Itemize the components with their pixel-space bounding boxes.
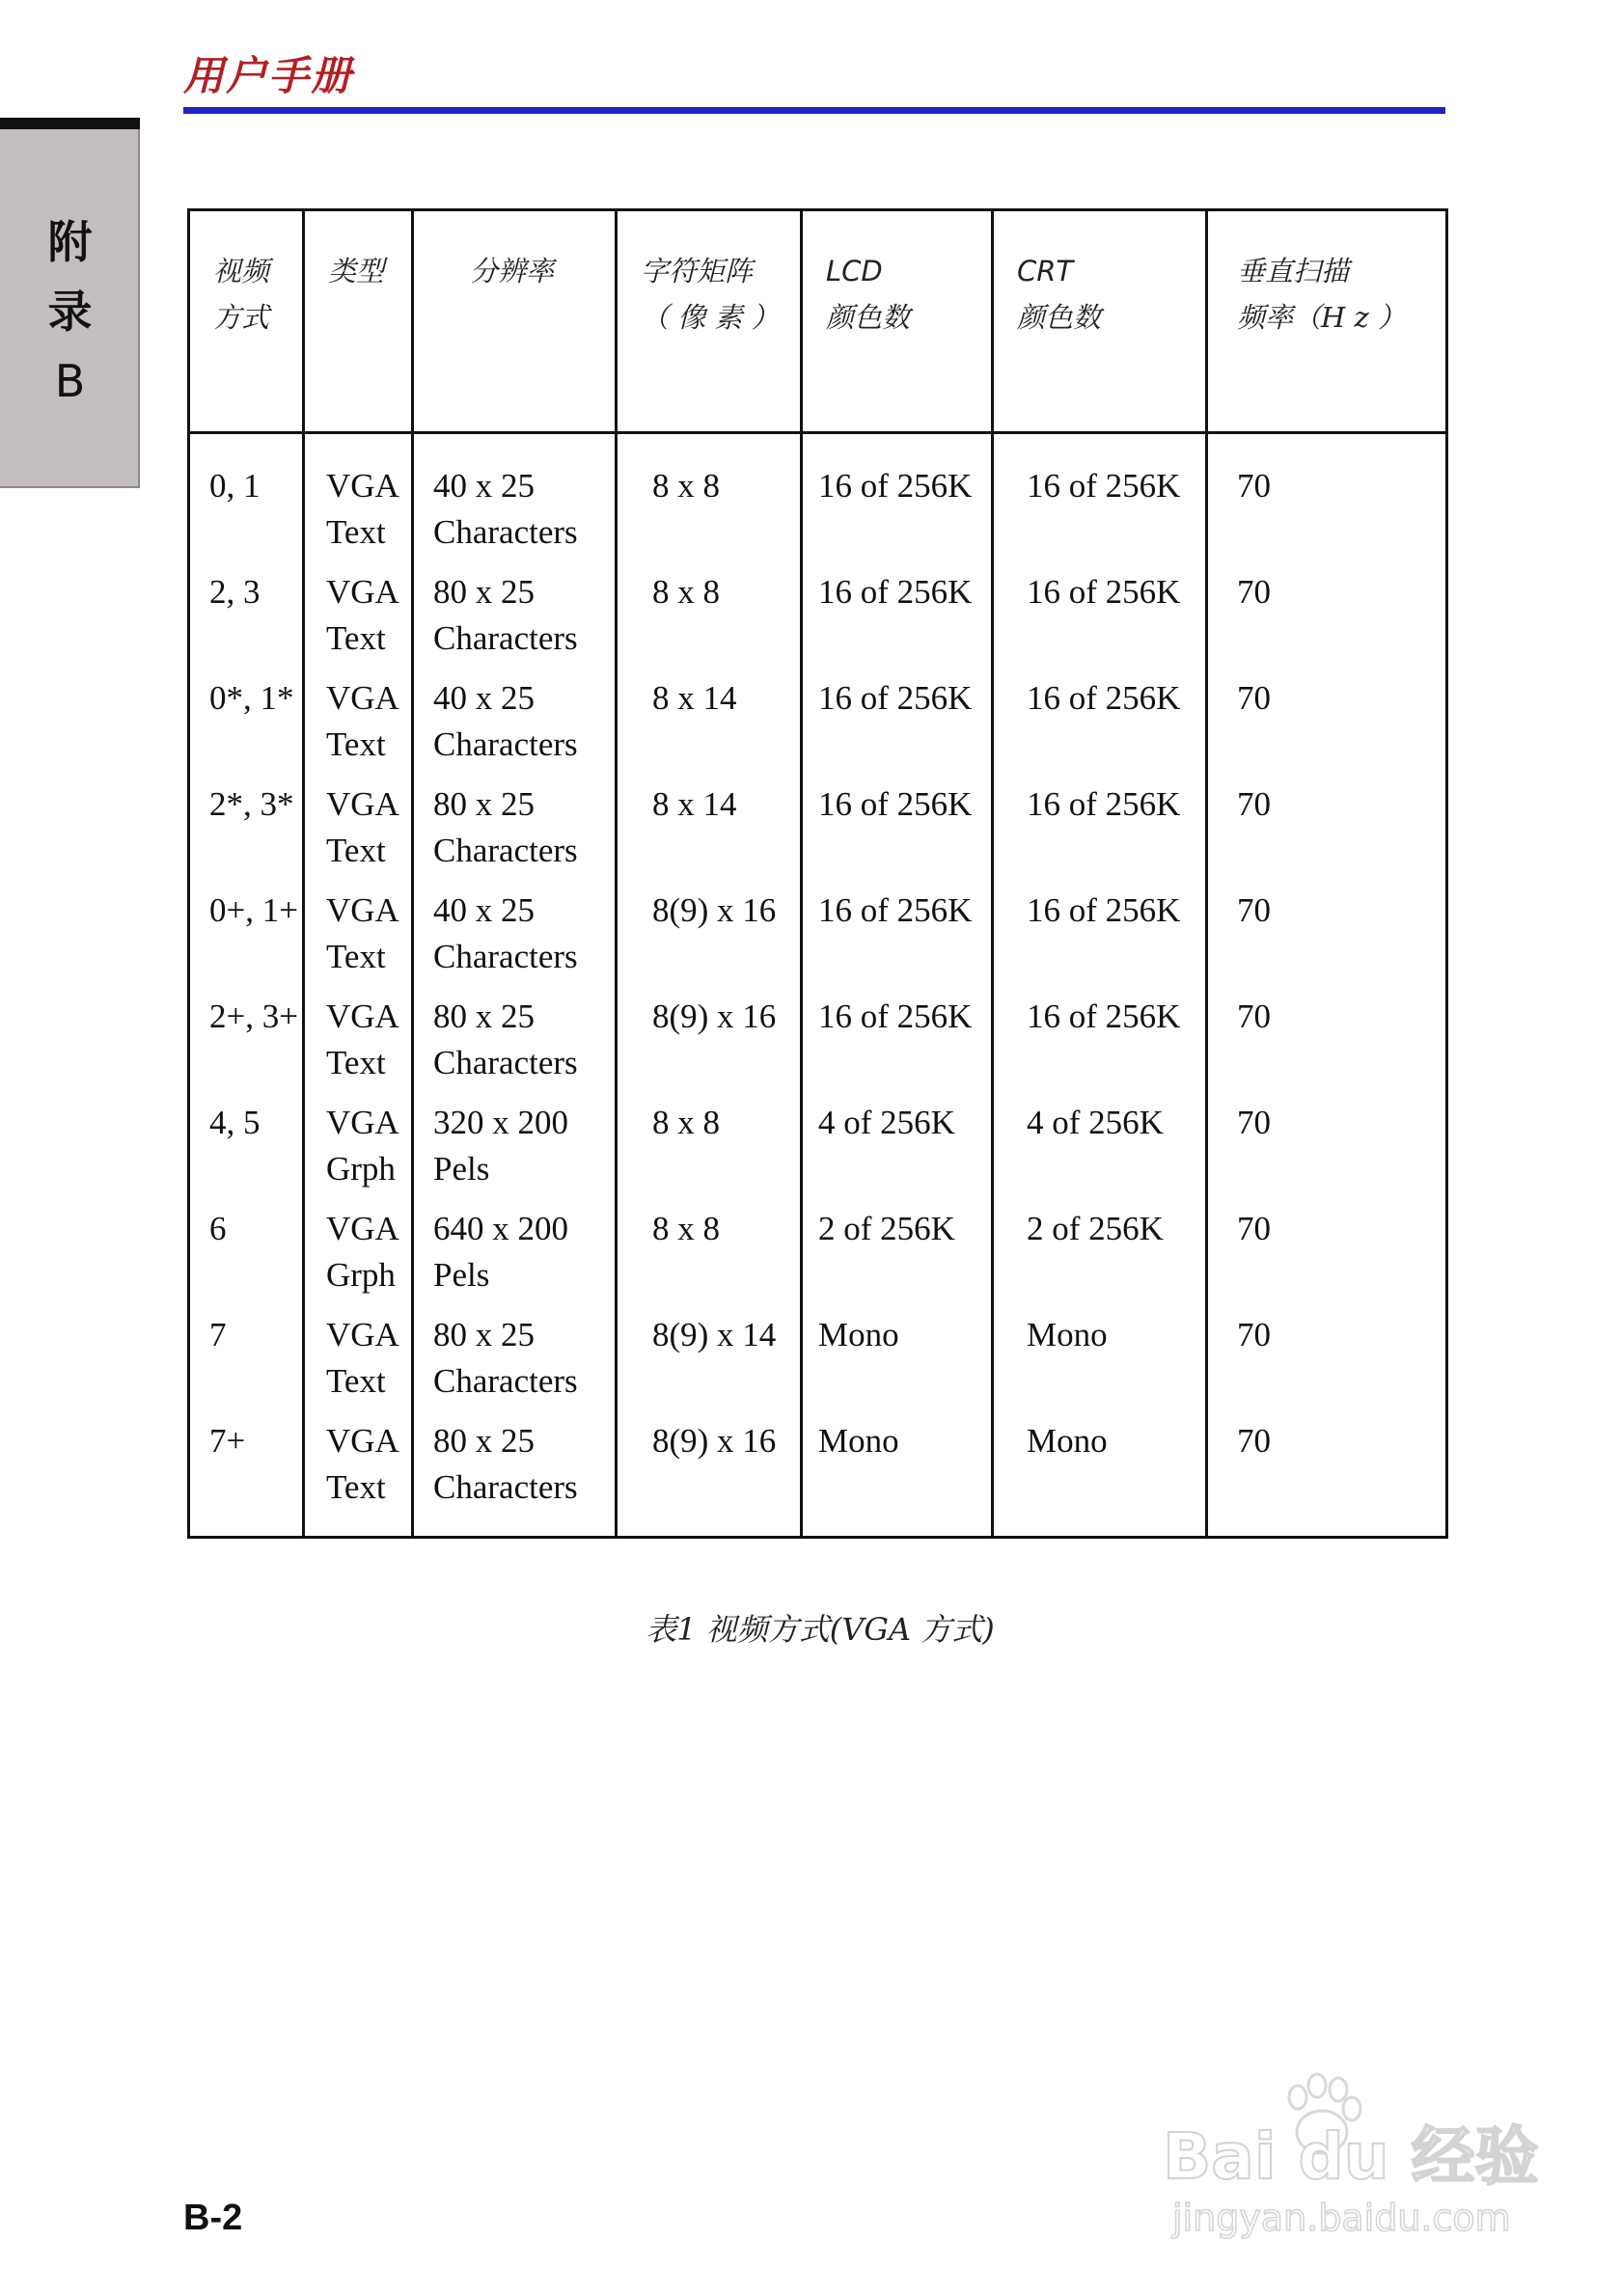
table-row: [189, 1405, 1447, 1538]
cell-vertical-frequency: [1207, 1192, 1447, 1298]
appendix-tab-label: [0, 207, 140, 416]
cell-type-text: Text: [326, 619, 386, 657]
page-number: B-2: [183, 2198, 243, 2238]
cell-crt-colors-text: 16 of 256K: [1027, 679, 1181, 717]
cell-resolution-text: Characters: [433, 513, 578, 551]
cell-mode-text: 0*, 1*: [209, 679, 294, 717]
cell-lcd-colors: [802, 1405, 993, 1538]
table-caption: 表1 视频方式(VGA 方式): [646, 1611, 995, 1648]
cell-resolution-text: Characters: [433, 619, 578, 657]
cell-resolution-text: Characters: [433, 1468, 578, 1506]
video-mode-table: [187, 208, 1448, 1539]
cell-lcd-colors-text: Mono: [818, 1316, 899, 1353]
cell-type: [304, 1192, 413, 1298]
cell-char-matrix-text: 8(9) x 16: [652, 1422, 777, 1460]
cell-resolution: [413, 556, 617, 662]
cell-vertical-frequency-text: 70: [1237, 467, 1271, 505]
cell-lcd-colors-text: 4 of 256K: [818, 1104, 955, 1141]
cell-crt-colors-text: Mono: [1027, 1316, 1108, 1353]
cell-crt-colors: [993, 768, 1207, 874]
cell-resolution: [413, 1298, 617, 1405]
cell-mode-text: 6: [209, 1210, 227, 1247]
cell-mode: [189, 874, 304, 980]
cell-vertical-frequency: [1207, 1405, 1447, 1538]
cell-type: [304, 768, 413, 874]
cell-mode-text: 7: [209, 1316, 227, 1353]
cell-vertical-frequency: [1207, 1086, 1447, 1192]
cell-lcd-colors-text: 16 of 256K: [818, 679, 973, 717]
cell-type-text: VGA: [326, 785, 399, 823]
cell-type: [304, 1086, 413, 1192]
cell-crt-colors-text: 4 of 256K: [1027, 1104, 1164, 1141]
cell-resolution-text: 80 x 25: [433, 573, 535, 611]
cell-crt-colors-text: 16 of 256K: [1027, 998, 1181, 1035]
paw-toe: [1289, 2086, 1306, 2109]
table-row: [189, 980, 1447, 1086]
cell-type-text: Text: [326, 1362, 386, 1400]
table-row: [189, 874, 1447, 980]
cell-resolution: [413, 874, 617, 980]
cell-char-matrix: [617, 433, 802, 557]
cell-type-text: VGA: [326, 1210, 399, 1247]
cell-vertical-frequency-text: 70: [1237, 891, 1271, 929]
cell-type: [304, 662, 413, 768]
cell-resolution-text: 40 x 25: [433, 679, 535, 717]
cell-type: [304, 433, 413, 557]
cell-resolution: [413, 1086, 617, 1192]
cell-vertical-frequency-text: 70: [1237, 998, 1271, 1035]
appendix-tab-bar: [0, 118, 140, 129]
cell-type-text: VGA: [326, 1422, 399, 1460]
cell-char-matrix: [617, 1298, 802, 1405]
cell-resolution: [413, 1192, 617, 1298]
cell-mode-text: 2, 3: [209, 573, 261, 611]
cell-lcd-colors: [802, 1086, 993, 1192]
cell-char-matrix: [617, 662, 802, 768]
cell-type-text: VGA: [326, 1104, 399, 1141]
cell-crt-colors: [993, 556, 1207, 662]
cell-mode: [189, 980, 304, 1086]
cell-crt-colors-text: 16 of 256K: [1027, 467, 1181, 505]
cell-vertical-frequency-text: 70: [1237, 1104, 1271, 1141]
cell-mode-text: 4, 5: [209, 1104, 261, 1141]
cell-resolution: [413, 662, 617, 768]
cell-type-text: VGA: [326, 467, 399, 505]
cell-char-matrix: [617, 768, 802, 874]
table-row: [189, 1192, 1447, 1298]
cell-char-matrix: [617, 1192, 802, 1298]
cell-type-text: Text: [326, 513, 386, 551]
cell-char-matrix-text: 8 x 14: [652, 679, 737, 717]
cell-lcd-colors: [802, 1192, 993, 1298]
cell-mode-text: 0+, 1+: [209, 891, 298, 929]
cell-type-text: VGA: [326, 891, 399, 929]
cell-type-text: VGA: [326, 573, 399, 611]
paw-toe: [1330, 2078, 1347, 2101]
table-row: [189, 662, 1447, 768]
table-row: [189, 1086, 1447, 1192]
cell-type: [304, 556, 413, 662]
cell-resolution-text: Pels: [433, 1256, 490, 1294]
header-lcd-colors: LCD 颜色数: [802, 210, 993, 433]
cell-mode: [189, 433, 304, 557]
cell-crt-colors-text: Mono: [1027, 1422, 1108, 1460]
cell-char-matrix: [617, 1086, 802, 1192]
cell-resolution-text: Pels: [433, 1150, 490, 1188]
cell-resolution-text: 320 x 200: [433, 1104, 568, 1141]
cell-mode: [189, 662, 304, 768]
cell-type-text: Text: [326, 832, 386, 869]
cell-vertical-frequency-text: 70: [1237, 1210, 1271, 1247]
cell-mode: [189, 768, 304, 874]
cell-crt-colors: [993, 1405, 1207, 1538]
cell-resolution-text: 40 x 25: [433, 467, 535, 505]
cell-type-text: Text: [326, 1044, 386, 1081]
cell-resolution-text: 80 x 25: [433, 785, 535, 823]
cell-lcd-colors-text: 16 of 256K: [818, 467, 973, 505]
cell-vertical-frequency-text: 70: [1237, 679, 1271, 717]
cell-vertical-frequency: [1207, 662, 1447, 768]
cell-char-matrix: [617, 980, 802, 1086]
cell-mode-text: 2*, 3*: [209, 785, 294, 823]
cell-mode: [189, 1086, 304, 1192]
cell-resolution-text: 80 x 25: [433, 998, 535, 1035]
cell-mode-text: 7+: [209, 1422, 246, 1460]
cell-vertical-frequency: [1207, 768, 1447, 874]
watermark-brand: Bai du 经验: [1163, 2119, 1539, 2194]
header-mode: 视频 方式: [189, 210, 304, 433]
cell-resolution-text: Characters: [433, 938, 578, 975]
cell-lcd-colors: [802, 556, 993, 662]
cell-lcd-colors-text: Mono: [818, 1422, 899, 1460]
cell-type: [304, 874, 413, 980]
cell-vertical-frequency-text: 70: [1237, 573, 1271, 611]
cell-mode: [189, 556, 304, 662]
header-type: 类型: [304, 210, 413, 433]
cell-lcd-colors-text: 16 of 256K: [818, 891, 973, 929]
table-row: [189, 768, 1447, 874]
paw-toe: [1343, 2097, 1360, 2120]
cell-vertical-frequency: [1207, 980, 1447, 1086]
cell-char-matrix-text: 8 x 8: [652, 1210, 720, 1247]
cell-vertical-frequency-text: 70: [1237, 1422, 1271, 1460]
cell-crt-colors: [993, 874, 1207, 980]
cell-resolution-text: Characters: [433, 1044, 578, 1081]
cell-resolution: [413, 768, 617, 874]
cell-char-matrix-text: 8 x 8: [652, 573, 720, 611]
header-char-matrix: 字符矩阵 （ 像 素 ）: [617, 210, 802, 433]
cell-type-text: VGA: [326, 998, 399, 1035]
cell-vertical-frequency: [1207, 433, 1447, 557]
cell-resolution-text: Characters: [433, 832, 578, 869]
header-vertical-frequency: 垂直扫描 频率（H z ）: [1207, 210, 1447, 433]
cell-crt-colors: [993, 980, 1207, 1086]
header-rule: [183, 107, 1445, 114]
cell-resolution-text: Characters: [433, 1362, 578, 1400]
cell-crt-colors: [993, 1086, 1207, 1192]
cell-resolution-text: 80 x 25: [433, 1316, 535, 1353]
cell-resolution: [413, 1405, 617, 1538]
cell-crt-colors-text: 2 of 256K: [1027, 1210, 1164, 1247]
cell-lcd-colors-text: 16 of 256K: [818, 998, 973, 1035]
header-resolution: 分辨率: [413, 210, 617, 433]
table-row: [189, 1298, 1447, 1405]
header-title: 用户手册: [183, 52, 354, 99]
cell-crt-colors: [993, 1192, 1207, 1298]
cell-lcd-colors: [802, 980, 993, 1086]
cell-vertical-frequency-text: 70: [1237, 785, 1271, 823]
cell-crt-colors-text: 16 of 256K: [1027, 891, 1181, 929]
cell-char-matrix: [617, 556, 802, 662]
appendix-tab-line1: 附: [47, 216, 93, 268]
cell-resolution: [413, 980, 617, 1086]
baidu-jingyan-watermark: [1153, 2064, 1539, 2248]
cell-char-matrix-text: 8(9) x 16: [652, 998, 777, 1035]
appendix-tab-line3: B: [54, 355, 86, 407]
cell-char-matrix-text: 8 x 8: [652, 467, 720, 505]
cell-mode: [189, 1405, 304, 1538]
cell-type-text: Text: [326, 1468, 386, 1506]
cell-lcd-colors-text: 16 of 256K: [818, 573, 973, 611]
cell-resolution-text: 640 x 200: [433, 1210, 568, 1247]
appendix-tab-line2: 录: [47, 286, 93, 338]
cell-vertical-frequency: [1207, 874, 1447, 980]
cell-type-text: Grph: [326, 1256, 396, 1294]
cell-type-text: Text: [326, 725, 386, 763]
cell-resolution-text: 40 x 25: [433, 891, 535, 929]
cell-resolution: [413, 433, 617, 557]
cell-lcd-colors: [802, 874, 993, 980]
cell-type: [304, 980, 413, 1086]
cell-char-matrix: [617, 1405, 802, 1538]
cell-mode: [189, 1192, 304, 1298]
cell-mode-text: 0, 1: [209, 467, 261, 505]
cell-type: [304, 1298, 413, 1405]
cell-crt-colors: [993, 1298, 1207, 1405]
table-row: [189, 433, 1447, 557]
table-row: [189, 556, 1447, 662]
cell-char-matrix-text: 8(9) x 16: [652, 891, 777, 929]
cell-type-text: Grph: [326, 1150, 396, 1188]
cell-char-matrix-text: 8 x 8: [652, 1104, 720, 1141]
cell-char-matrix: [617, 874, 802, 980]
cell-type-text: VGA: [326, 679, 399, 717]
cell-lcd-colors-text: 16 of 256K: [818, 785, 973, 823]
cell-mode-text: 2+, 3+: [209, 998, 298, 1035]
cell-lcd-colors: [802, 768, 993, 874]
cell-type-text: Text: [326, 938, 386, 975]
cell-vertical-frequency: [1207, 1298, 1447, 1405]
watermark-url: jingyan.baidu.com: [1172, 2197, 1511, 2239]
cell-lcd-colors: [802, 433, 993, 557]
cell-resolution-text: 80 x 25: [433, 1422, 535, 1460]
cell-crt-colors: [993, 662, 1207, 768]
cell-type: [304, 1405, 413, 1538]
cell-lcd-colors-text: 2 of 256K: [818, 1210, 955, 1247]
cell-crt-colors-text: 16 of 256K: [1027, 573, 1181, 611]
cell-char-matrix-text: 8 x 14: [652, 785, 737, 823]
cell-vertical-frequency: [1207, 556, 1447, 662]
cell-mode: [189, 1298, 304, 1405]
cell-lcd-colors: [802, 662, 993, 768]
table-header-row: [189, 210, 1447, 433]
cell-resolution-text: Characters: [433, 725, 578, 763]
cell-lcd-colors: [802, 1298, 993, 1405]
paw-toe: [1308, 2074, 1326, 2097]
cell-char-matrix-text: 8(9) x 14: [652, 1316, 777, 1353]
header-crt-colors: CRT 颜色数: [993, 210, 1207, 433]
cell-crt-colors: [993, 433, 1207, 557]
cell-crt-colors-text: 16 of 256K: [1027, 785, 1181, 823]
cell-vertical-frequency-text: 70: [1237, 1316, 1271, 1353]
cell-type-text: VGA: [326, 1316, 399, 1353]
